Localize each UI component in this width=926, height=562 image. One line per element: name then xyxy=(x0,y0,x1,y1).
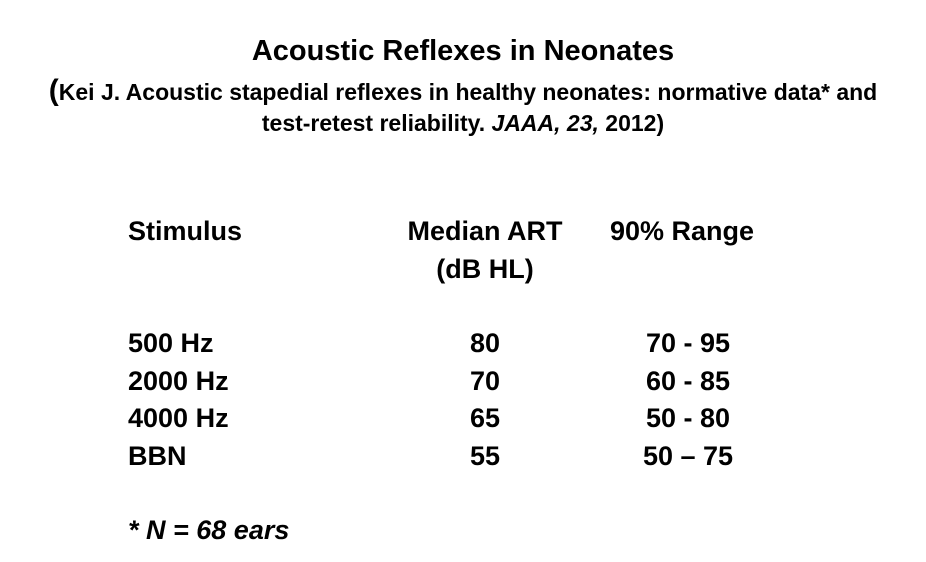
cell-range: 70 - 95 xyxy=(645,328,731,358)
cell-stimulus: 500 Hz xyxy=(128,328,214,358)
cell-range: 50 - 80 xyxy=(645,403,731,433)
cell-range: 50 – 75 xyxy=(642,441,734,471)
cell-stimulus: 4000 Hz xyxy=(128,403,229,433)
citation-open-paren: ( xyxy=(48,74,59,107)
header-range: 90% Range xyxy=(610,216,755,246)
header-median-art: Median ART xyxy=(407,216,563,246)
header-stimulus: Stimulus xyxy=(128,216,243,246)
citation-line-1 xyxy=(0,76,926,107)
citation-year: 2012) xyxy=(598,110,665,136)
cell-stimulus: 2000 Hz xyxy=(128,366,229,396)
footnote: * N = 68 ears xyxy=(128,515,290,545)
slide-title: Acoustic Reflexes in Neonates xyxy=(251,35,675,67)
citation-text-2: test-retest reliability. xyxy=(261,110,492,136)
cell-median: 80 xyxy=(469,328,501,358)
cell-stimulus: BBN xyxy=(128,441,187,471)
citation-line-2 xyxy=(0,108,926,138)
citation-text-1: Kei J. Acoustic stapedial reflexes in healthy neonates: normative data* and xyxy=(58,79,878,105)
cell-median: 65 xyxy=(469,403,501,433)
cell-range: 60 - 85 xyxy=(645,366,731,396)
header-median-unit: (dB HL) xyxy=(436,254,534,284)
cell-median: 55 xyxy=(469,441,501,471)
citation-journal: JAAA, 23, xyxy=(491,110,599,136)
cell-median: 70 xyxy=(469,366,501,396)
